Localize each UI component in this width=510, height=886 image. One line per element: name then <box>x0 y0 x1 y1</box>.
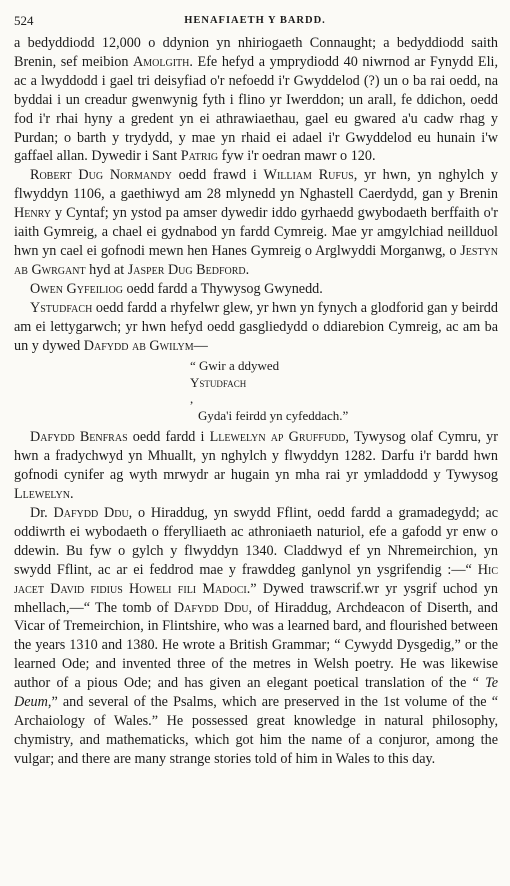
text-run: a bedyddiodd 12,000 o ddynion yn nhiriogaeth Connaught; a bedyddiodd saith Brenin, sef meibion <box>14 35 498 70</box>
person-name: Dafydd Benfras <box>30 429 128 446</box>
text-run: . <box>245 261 250 278</box>
text-run: . Efe hefyd a ymprydiodd 40 niwrnod ar Fynydd Eli, ac a lwyddodd i gael tri deisyfiad o'r nefoedd i'r Gwyddelod (?) un o ba rai oedd, na byddai i un creadur gwenwynig fyth i flino yr Iwerddon; un arall, fe ddichon, oedd fod i'r rhai hyny a gredent yn ei athrawiaethau, gael eu gwared a'u cadw rhag y Purdan; o barth y trydydd, y mae yn rhaid ei adael i'r Gwyddelod eu hunain i'w gaffael allan. Dywedir i Sant <box>14 53 498 165</box>
page-number: 524 <box>14 13 34 28</box>
text-run: fyw i'r oedran mawr o 120. <box>218 148 376 165</box>
text-run: . <box>69 486 74 503</box>
paragraph-dafydd-ddu <box>14 504 498 769</box>
person-name: Dafydd Ddu <box>173 599 249 616</box>
person-name: Henry <box>14 205 51 222</box>
person-name: Ystudfach <box>190 374 247 390</box>
person-name: Llewelyn <box>14 486 70 503</box>
text-run: .” Dywed trawscrif.wr yr ysgrif uchod yn mhellach,—“ The tomb of <box>14 580 498 616</box>
text-run: , yr hwn, yn nghylch y flwyddyn 1106, a gaethiwyd am 28 mlynedd yn Nghastell Caerdydd, gan y Brenin <box>14 167 498 203</box>
paragraph-robert <box>14 166 498 279</box>
paragraph-owen <box>14 280 498 299</box>
person-name: Amolgith <box>133 53 190 70</box>
page-header <box>14 13 496 29</box>
text-run: oedd frawd i <box>171 167 264 184</box>
person-name: Dafydd ab Gwilym <box>83 337 194 354</box>
body-text <box>14 34 498 769</box>
text-run: y Cyntaf; yn ystod pa amser dywedir iddo gyrhaedd gwybodaeth berffaith o'r iaith Gymreig, a chael ei gydnabod yn fardd Cymreig. Mae yr amgylchiad neillduol hwn yn cael ei gofnodi mewn hen Hanes Gymreig o Arglwyddi Morganwg, o <box>14 205 498 259</box>
person-name: William Rufus <box>263 167 354 184</box>
person-name: Patrig <box>180 148 219 165</box>
paragraph-patrick <box>14 34 498 166</box>
person-name: Jasper Dug Bedford <box>127 261 246 278</box>
text-run: oedd fardd a rhyfelwr glew, yr hwn yn fynych a glodforid gan y beirdd am ei lettygarwch; yr hwn hefyd oedd gasgliedydd o ddiarebion Cymreig, ac am ba un y dywed <box>14 299 498 354</box>
text-run: , <box>190 391 194 407</box>
latin-inscription: Hic jacet David fidius Howeli fili Madoci <box>14 561 498 597</box>
person-name: Llewelyn ap Gruffudd <box>209 429 346 446</box>
person-name: Robert Dug Normandy <box>30 167 172 184</box>
text-run: , of Hiraddug, Archdeacon of Diserth, and Vicar of Tremeirchion, in Flintshire, who was a learned bard, and flourished between the years 1310 and 1380. He wrote a British Grammar; “ Cywydd Dysgedig,” or the learned Ode; and invented three of the metres in Welsh poetry. He was likewise author of a pious Ode; and has given an elegant poetical translation of the “ <box>14 599 498 692</box>
text-run: , Tywysog olaf Cymru, yr hwn a fradychwyd yn Mhuallt, yn nghylch y flwyddyn 1282. Darfu i'r bardd hwn gofnodi cynifer ag wyth mrwydr ar hugain yn mha rai yr ymladdodd y Tywysog <box>14 429 498 484</box>
person-name: Dafydd Ddu <box>53 505 129 522</box>
text-run: ,” and several of the Psalms, which are preserved in the 1st volume of the “ Archaiology of Wales.” He possessed great knowledge in natural philosophy, chymistry, and mathematicks, which got him the name of a conjuror, among the vulgar; and there are many strange stories told of him in Wales to this day. <box>14 694 498 767</box>
text-run: Dr. <box>30 505 54 522</box>
text-run: oedd fardd i <box>127 429 210 446</box>
text-run: oedd fardd a Thywysog Gwynedd. <box>122 280 323 297</box>
verse-line-1 <box>190 358 498 408</box>
person-name: Owen Gyfeiliog <box>30 280 123 297</box>
paragraph-ystudfach <box>14 299 498 356</box>
work-title: Te Deum <box>14 675 498 711</box>
verse-quote <box>190 358 498 424</box>
verse-line-2: Gyda'i feirdd yn cyfeddach.” <box>198 407 349 423</box>
text-run: — <box>193 337 208 354</box>
text-run: , o Hiraddug, yn swydd Fflint, oedd fardd a gramadegydd; ac oddiwrth ei wybodaeth o fferylliaeth ac athroniaeth naturiol, efe a gafodd yr enw o ddewin. Bu fyw o gylch y flwyddyn 1340. Claddwyd ef yn Nhremeirchion, yn swydd Fflint, ac ar ei feddrod mae y frawddeg ganlynol yn ysgrifendig :—“ <box>14 505 499 578</box>
text-run: “ Gwir a ddywed <box>190 358 280 374</box>
paragraph-dafydd-benfras <box>14 428 498 504</box>
person-name: Ystudfach <box>30 299 93 316</box>
running-title: HENAFIAETH Y BARDD. <box>184 15 326 26</box>
person-name: Jestyn ab Gwrgant <box>14 242 498 278</box>
text-run: hyd at <box>85 261 128 278</box>
